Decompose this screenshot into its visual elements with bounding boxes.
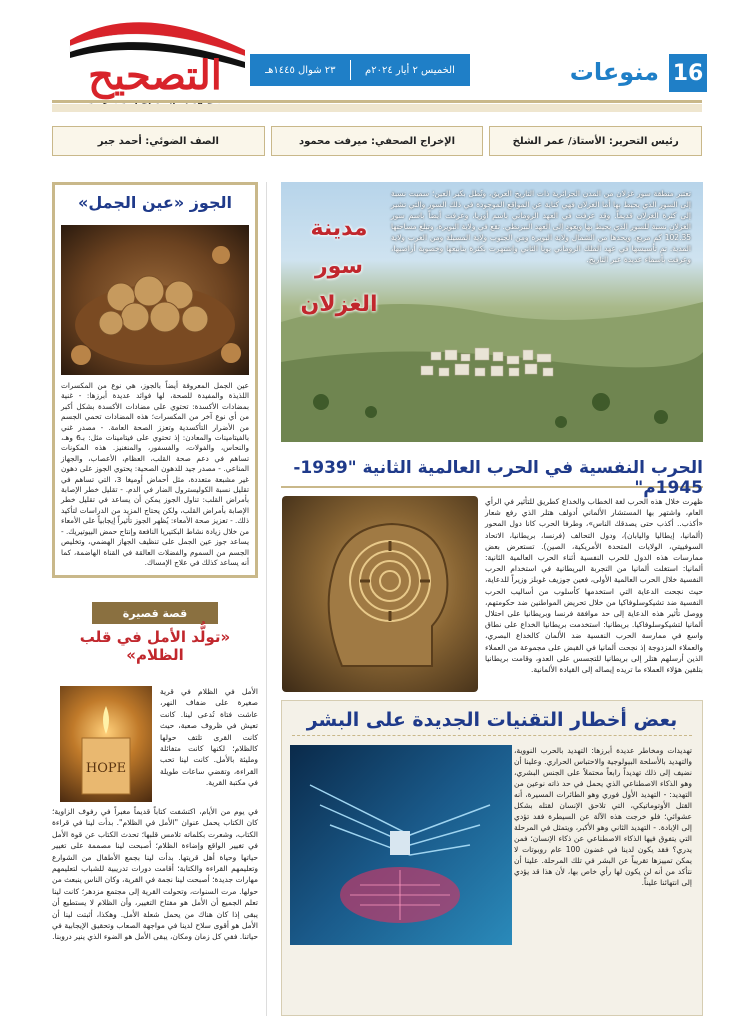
war-article-header <box>281 458 703 498</box>
walnut-bowl-image <box>61 225 249 375</box>
story-body-main: في يوم من الأيام، اكتشفت كتاباً قديماً مغبراً في رفوف الزاوية؛ كان الكتاب يحمل عنوان "الأمل في الظلام". بدأت لينا في قراءة الكتاب، وشعرت بكلماته تلامس قلبها؛ تحدث الكتاب عن قوة الأمل في تغيير الواقع وإضاءة الظلام؛ أصبحت لينا مصممة على تغيير حياتها وحياة أهل قريتها. بدأت لينا بجمع الأطفال من الشوارع وتعليمهم القراءة والكتابة؛ أقامت دورات تدريبية للشباب لتعليمهم مهارات جديدة؛ أصبحت لينا نجمة في القرية، وكان الناس ينبعث من حولها. مرت السنوات، وتحولت القرية إلى مجتمع مزدهر؛ كانت لينا تعلم الجميع أن الأمل هو مفتاح التغيير، وأن الظلام لا يستطيع أن يبقى إذا كان هناك من يحمل شعلة الأمل. وهكذا، أثبتت لينا أن الأمل هو أقوى سلاح لدينا في مواجهة الصعاب وتحقيق الإيجابية في حياتنا. ففي كل زمان ومكان، يبقى الأمل هو الضوء الذي ينير دروبنا. <box>52 807 258 942</box>
date-hijri: ٢٣ شوال ١٤٤٥هـ <box>265 64 336 76</box>
header-band <box>52 104 702 112</box>
walnut-article-title: الجوز «عين الجمل» <box>78 193 232 212</box>
maze-brain-icon <box>282 496 478 692</box>
city-article-title: مدينة سور الغزلان <box>300 216 378 317</box>
date-bar <box>250 54 470 86</box>
hope-candle-image <box>60 686 152 802</box>
tech-article-title: بعض أخطار التقنيات الجديدة على البشر <box>292 709 692 736</box>
staff-credits <box>52 126 702 156</box>
story-label-banner <box>52 602 258 624</box>
tech-article <box>281 700 703 1016</box>
story-label: قصة قصيرة <box>92 602 218 624</box>
logo-wordmark: التصحيح <box>88 52 222 99</box>
candle-icon <box>60 686 152 802</box>
walnut-article <box>52 182 258 578</box>
tech-article-body: تهديدات ومخاطر عديدة أبرزها: التهديد بالحرب النووية، والتهديد بالأسلحة البيولوجية والاحتباس الحراري. وعلينا أن نضيف إلى ذلك تهديداً رابعاً محتملاً على الجنس البشري، وهو الذكاء الاصطناعي الذي يحمل في حد ذاته نوعين من التهديد: - التهديد الأول فوري وهو الطائرات المسيرة، أنه القتل الأوتوماتيكي، التي تلاحق الإنسان لقتله بشكل عشوائي؛ فلو خرجت هذه الآلة عن السيطرة فقد تؤدي إلى الإبادة. - التهديد الثاني وهو الأكبر، ويتمثل في المرحلة التي يتفوق فيها الذكاء الاصطناعي عن ذكاء الإنسان؛ فمن يدري؟ فقد يكون لدينا في غضون 100 عام روبوتات لا يمكن تمييزها تقريباً عن البشر في تلك المرحلة. علينا أن نتأكد من أنه لن يكون لها رأي خاص بها، لأن هذا قد يؤدي إلى انتهائنا عليناً. <box>514 746 692 887</box>
city-article-body: تعتبر منطقة سور غزلان من المدن الجزائرية ذات التاريخ العريق، وتُطل بكبر العين؛ سميت نسبة إلى السور الذي يحيط بها أما الغزلان فهي كناية عن المواقع الموجودة في ذلك السور والتي تشير إلى كثرة الغزلان قديماً. وقد عرفت في العهد الروماني باسم أوزيا، وعرفت أيضاً باسم سور الغزلان نسبة للسور الذي يحيط بها ويعود إلى العهد البيزنطي. تقع في ولاية البويرة، وتبلغ مساحتها 102.35 كم مربع، ويحدها من الشمال ولاية البويرة ومن الجنوب ولاية المسيلة ومن الغرب ولاية المدية. تم تأسيسها في عهد الملك الروماني يوبا الثاني واشتهرت بكثرة ينابيعها وخصوبة أراضيها، وعرفت بأسماء عديدة عبر التاريخ. <box>391 189 691 264</box>
credit-typesetting: الصف الضوئي: أحمد جبر <box>52 126 265 156</box>
war-article-title: الحرب النفسية في الحرب العالمية الثانية "1939-1945م" <box>293 458 703 498</box>
story-body-intro: الأمل في الظلام في قرية صغيرة على ضفاف النهر، عاشت فتاة تُدعى لينا. كانت تعيش في ظروف صعبة، حيث كانت القرى تلتف حولها كالظلام؛ لكنها كانت متفائلة ومليئة بالأمل. كانت لينا تحب القراءة، وتقضي ساعات طويلة في مكتبة القرية. <box>160 687 258 788</box>
column-divider <box>266 182 267 1016</box>
story-title: «تولُّد الأمل في قلب الظلام» <box>79 628 231 664</box>
date-separator <box>350 60 351 80</box>
section-title: منوعات <box>569 58 659 86</box>
robotic-arm-icon <box>290 745 512 945</box>
walnut-article-body: عين الجمل المعروفة أيضاً بالجوز، هي نوع من المكسرات اللذيذة والمفيدة للصحة، لها فوائد عديدة أبرزها: - غنية بمضادات الأكسدة: تحتوي على مضادات الأكسدة بشكل أكبر من أي نوع آخر من المكسرات؛ هذه المضادات تحمي الجسم من الأضرار التأكسدية وتعزز الصحة العامة. - مصدر غني بالفيتامينات والمعادن: إذ تحتوي على فيتامينات مثل: بـ6 وهـ، والنحاس، والفولات، والفسفور، والمنغنيز. هذه المكونات تساهم في دعم صحة القلب، العظام، الأعصاب، والجهاز المناعي. - مصدر جيد للدهون الصحية: يحتوي الجوز على دهون غير مشبعة متعددة، مثل أحماض أوميغا 3، التي تساهم في تقليل نسبة الكوليسترول الضار في الدم. - تقليل خطر الإصابة بأمراض القلب: تناول الجوز يمكن أن يساعد في تقليل خطر الإصابة بأمراض القلب، ولكن يحتاج المزيد من الدراسات لتأكيد ذلك. - تعزيز صحة الأمعاء: يُظهر الجوز تأثيراً إيجابياً على الأمعاء من خلال زيادة نشاط البكتيريا النافعة وإنتاج حمض البيوتيريك. - يساعد جوز عين الجمل على تنظيف الجهاز الهضمي، وتخليص الجسم من السموم والفضلات العالقة في القناة الهاضمة، كما أنه يساعد كذلك في علاج الإمساك. <box>61 381 250 567</box>
city-article <box>281 182 703 442</box>
credit-layout: الإخراج الصحفي: ميرفت محمود <box>271 126 484 156</box>
war-article-body: ظهرت خلال هذه الحرب لغة الخطاب والخداع كطريق للتأثير في الرأي العام، واشتهر بها المستشار الألماني أدولف هتلر الذي رفع شعار «أكذب.. أكذب حتى يصدقك الناس»، وطرفا الحرب كانا دول المحور (ألمانيا، إيطاليا واليابان)، ودول التحالف (فرنسا، بريطانيا، الاتحاد السوفييتي، الولايات المتحدة الأمريكية، الصين). تستعرض بعض ممارسات هذه الدول للحرب النفسية أثناء الحرب العالمية الثانية: ألمانيا: استغلت ألمانيا من التجربة البريطانية في استخدام الحرب النفسية خلال الحرب العالمية الأولى، فعين جوزيف غوبلز وزيراً للدعاية، حيث نجحت الدعاية التي استخدمها كأسلوب من أساليب الحرب النفسية ضد تشيكوسلوفاكيا من خلال تحريض المواطنين ضد حكومتهم، ووصل تأثير هذه الدعاية إلى حد موافقة فرنسا وبريطانيا على احتلال ألمانيا لتشيكوسلوفاكيا. بريطانيا: استخدمت بريطانيا الخداع على نطاق واسع في ممارسة الحرب النفسية ضد الألمان كالخداع البصري، والعملاء المزدوجة إذ نجحت ألمانيا في القبض على مجموعة من العملاء الذين أرسلهم هتلر إلى بريطانيا للتجسس على العدو، وقامت بريطانيا بتلقين هؤلاء العملاء ما تريده إيصاله إلى القيادة الألمانية. <box>485 497 703 675</box>
date-gregorian: الخميس ٢ أيار ٢٠٢٤م <box>365 64 455 76</box>
page-number: 16 <box>669 54 707 92</box>
maze-head-image <box>282 496 478 692</box>
svg-text:HOPE: HOPE <box>85 761 127 776</box>
credit-editor: رئيس التحرير: الأستاذ/ عمر الشلخ <box>489 126 702 156</box>
walnuts-icon <box>61 225 249 375</box>
robot-hand-image <box>290 745 512 945</box>
header-rule <box>52 100 702 103</box>
